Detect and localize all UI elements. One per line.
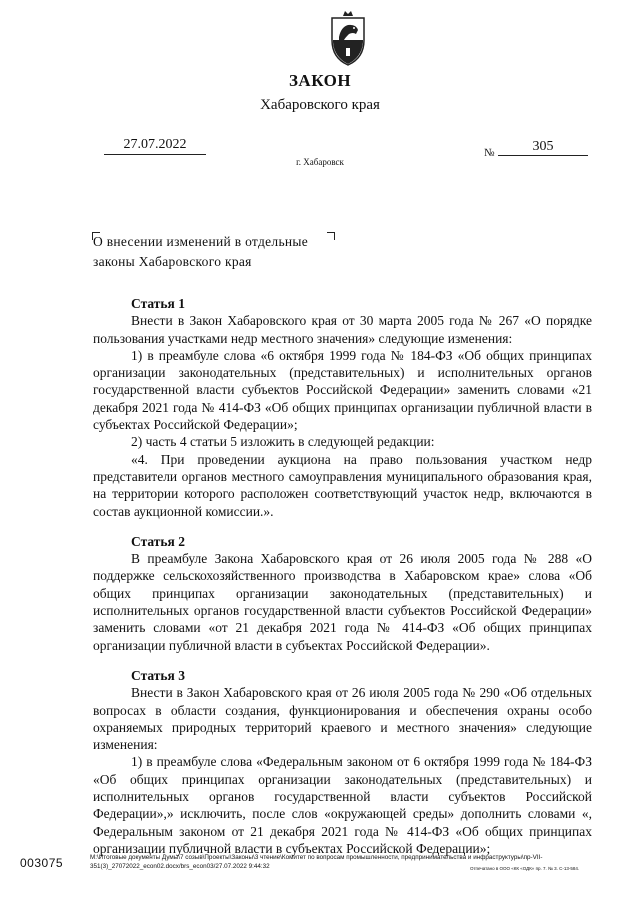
- document-date: 27.07.2022: [104, 137, 206, 155]
- subject-line: законы Хабаровского края: [93, 254, 252, 269]
- document-type-title: ЗАКОН: [288, 71, 352, 90]
- article-paragraph: 1) в преамбуле слова «Федеральным законом от 6 октября 1999 года № 184-ФЗ «Об общих принципах организации законодательных (представительных) и исполнительных органов государственной власти субъектов Российской Федерации»,» исключить, после слов «окружающей среды» дополнить словами «, Федеральным законом от 21 декабря 2021 года № 414-ФЗ «Об общих принципах организации публичной власти в субъектах Российской Федерации»;: [93, 754, 592, 856]
- document-number: 305: [498, 139, 588, 156]
- article-paragraph: «4. При проведении аукциона на право пользования участком недр представители органов местного самоуправления муниципального образования края, на территории которого расположен соответствующий участок недр, включаются в состав аукционной комиссии.».: [93, 451, 592, 519]
- coat-of-arms-icon: [327, 10, 369, 68]
- article-paragraph: В преамбуле Закона Хабаровского края от 26 июля 2005 года № 288 «О поддержке сельскохозяйственного производства в Хабаровском крае» слова «Об общих принципах организации законодательных (представительных) и исполнительных органов государственной власти субъектов Российской Федерации» заменить словами «от 21 декабря 2021 года № 414-ФЗ «Об общих принципах организации публичной власти в субъектах Российской Федерации».: [93, 551, 592, 653]
- article-paragraph: Внести в Закон Хабаровского края от 30 марта 2005 года № 267 «О порядке пользования участками недр местного значения» следующие изменения:: [93, 313, 592, 346]
- document-body: [93, 295, 592, 857]
- article-paragraph: Внести в Закон Хабаровского края от 26 июля 2005 года № 290 «Об отдельных вопросах в области создания, функционирования и обеспечения охраны особо охраняемых природных территорий краевого и местного значения» следующие изменения:: [93, 685, 592, 753]
- footer-document-code: 003075: [20, 856, 64, 870]
- city-name: г. Хабаровск: [296, 157, 344, 167]
- subject-line: О внесении изменений в отдельные: [93, 234, 309, 249]
- article-paragraph: 2) часть 4 статьи 5 изложить в следующей редакции:: [131, 434, 435, 450]
- article-heading: Статья 2: [131, 533, 185, 549]
- number-label: №: [484, 147, 495, 159]
- document-subject: [93, 232, 353, 272]
- article-paragraph: 1) в преамбуле слова «6 октября 1999 года № 184-ФЗ «Об общих принципах организации законодательных (представительных) и исполнительных органов государственной власти субъектов Российской Федерации» заменить словами «21 декабря 2021 года № 414-ФЗ «Об общих принципах организации публичной власти в субъектах Российской Федерации»;: [93, 347, 592, 433]
- region-subtitle: Хабаровского края: [260, 97, 380, 113]
- article-heading: Статья 3: [131, 667, 185, 683]
- footer-print-note: Отпечатано в ООО «КК «ОДК» пр. 7. № 3. С-13-584.: [470, 866, 580, 871]
- article-heading: Статья 1: [131, 296, 185, 311]
- footer-file-path: M:\Итоговые документы Думы\7 созыв\Проекты\Законы\3 чтение\Комитет по вопросам промышленности, предпринимательства и инфраструктуры\пр-VII-351(3)_27072022_econ02.docx/brs_econ03/27.07.2022 9:44:32: [90, 854, 543, 870]
